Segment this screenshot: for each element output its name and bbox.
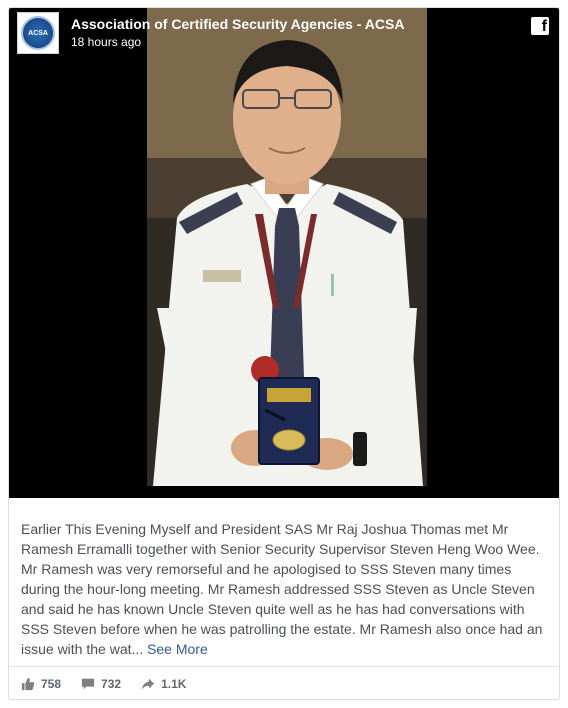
share-count[interactable] (141, 677, 186, 691)
post-header (17, 12, 404, 54)
page-name[interactable]: Association of Certified Security Agencies - ACSA (71, 16, 405, 32)
post-media[interactable] (9, 8, 559, 498)
post-photo[interactable] (147, 8, 427, 486)
share-arrow-icon (141, 677, 155, 691)
post-timestamp[interactable]: 18 hours ago (71, 35, 142, 49)
post-text (21, 519, 551, 659)
like-count-value: 758 (41, 676, 62, 691)
page-avatar[interactable] (17, 12, 59, 54)
post-footer-stats (9, 666, 559, 700)
comment-count[interactable] (81, 677, 121, 691)
comment-count-value: 732 (101, 676, 122, 691)
avatar-text: ACSA (28, 29, 48, 37)
photo-security-officer-with-medal (147, 8, 427, 486)
header-text (71, 16, 404, 50)
thumbs-up-icon (21, 677, 35, 691)
post-text-content: Earlier This Evening Myself and President SAS Mr Raj Joshua Thomas met Mr Ramesh Erramalli together with Senior Security Supervisor Steven Heng Woo Wee. Mr Ramesh was very remorseful and he apologised to SSS Steven many times during the hour-long meeting. Mr Ramesh addressed SSS Steven as Uncle Steven and said he has known Uncle Steven quite well as he has had conversations with SSS Steven before when he was patrolling the estate. Mr Ramesh also once had an issue with the wat... (21, 521, 543, 657)
see-more-link[interactable]: See More (147, 641, 208, 657)
acsa-logo-icon (21, 16, 55, 50)
like-count[interactable] (21, 677, 61, 691)
share-count-value: 1.1K (161, 676, 187, 691)
facebook-logo-icon[interactable]: f (531, 17, 549, 35)
comment-bubble-icon (81, 677, 95, 691)
facebook-post-embed (8, 7, 560, 700)
